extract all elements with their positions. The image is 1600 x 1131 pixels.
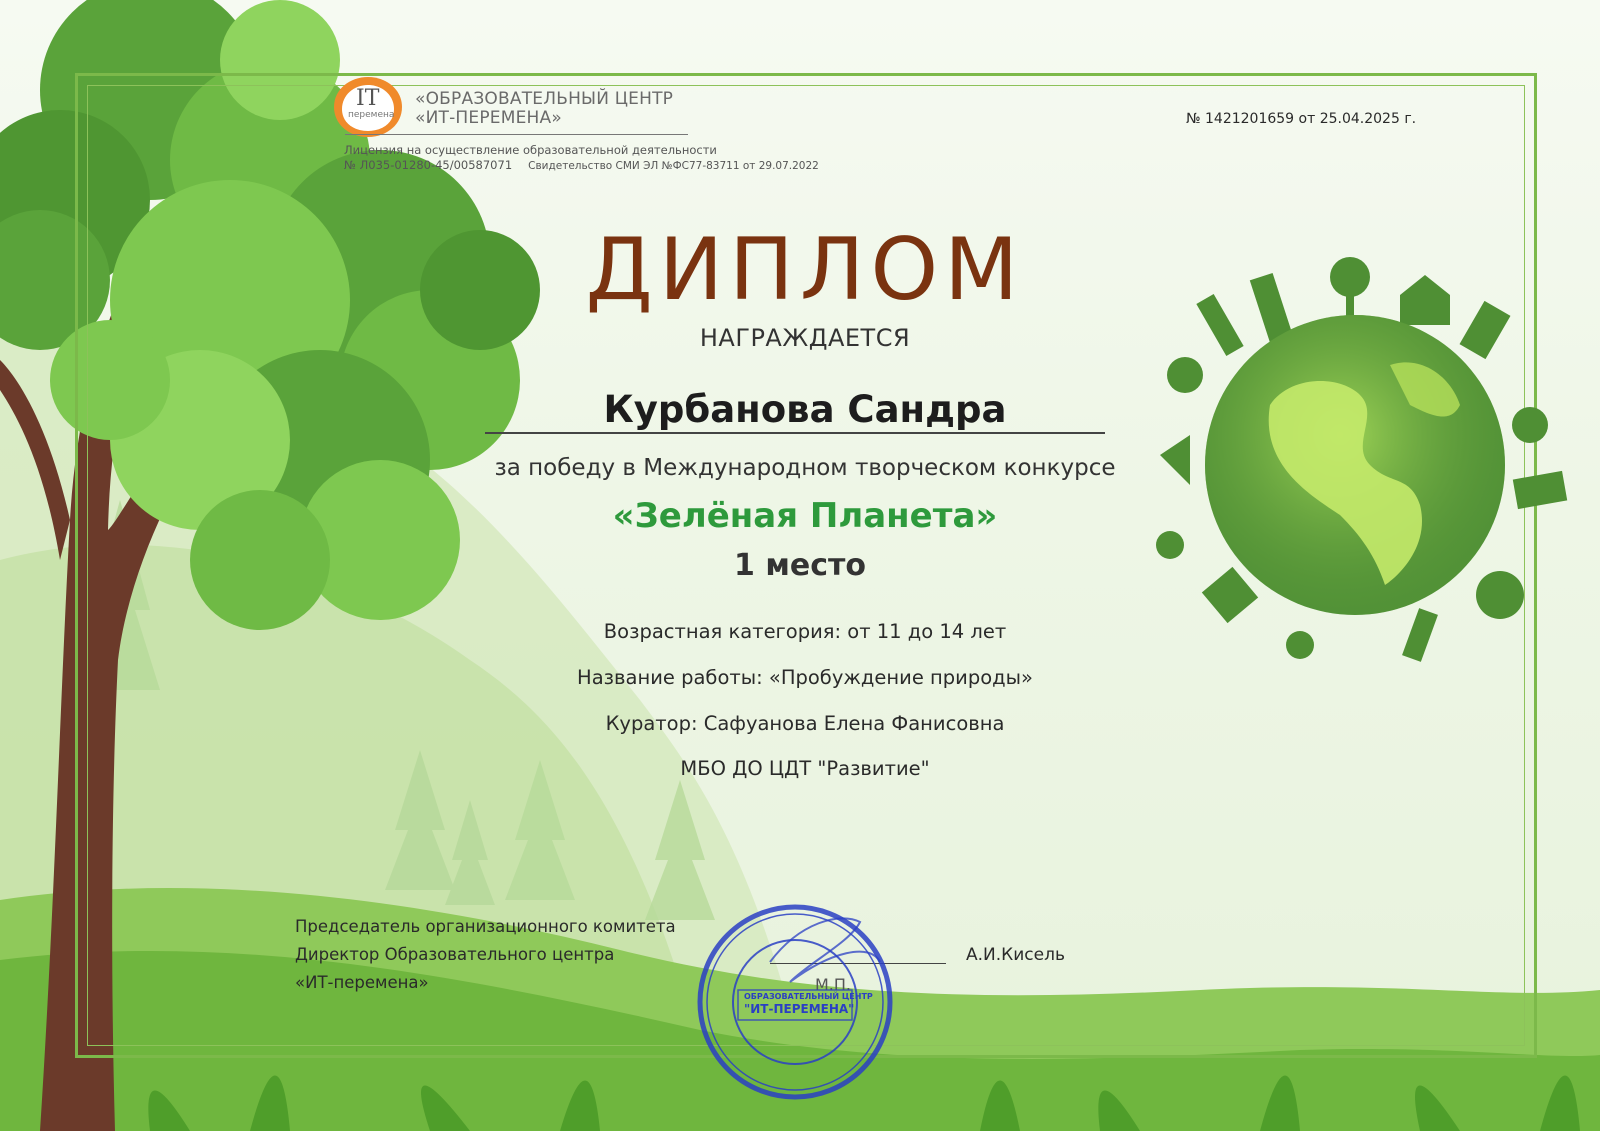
organization-name xyxy=(415,90,673,128)
place-label: 1 место xyxy=(734,548,866,583)
stamp-center-top: ОБРАЗОВАТЕЛЬНЫЙ ЦЕНТР xyxy=(744,992,873,1001)
org-line-1: «ОБРАЗОВАТЕЛЬНЫЙ ЦЕНТР xyxy=(415,89,674,109)
diploma-title: ДИПЛОМ xyxy=(585,220,1025,320)
chairman-line-3: «ИТ-перемена» xyxy=(295,973,429,992)
document-number: № 1421201659 от 25.04.2025 г. xyxy=(1186,111,1417,127)
curator: Куратор: Сафуанова Елена Фанисовна xyxy=(605,712,1005,735)
org-line-2: «ИТ-ПЕРЕМЕНА» xyxy=(415,108,562,128)
seal-place-label: М.П. xyxy=(815,975,852,994)
work-title: Название работы: «Пробуждение природы» xyxy=(577,666,1033,689)
license-line-2: № Л035-01280-45/00587071 xyxy=(344,158,513,172)
logo-divider xyxy=(345,134,688,135)
stamp-center-main: "ИТ-ПЕРЕМЕНА" xyxy=(744,1002,855,1016)
contest-name: «Зелёная Планета» xyxy=(612,496,998,536)
school-name: МБО ДО ЦДТ "Развитие" xyxy=(680,757,930,780)
logo-badge-text: IT xyxy=(356,86,380,111)
recipient-underline xyxy=(485,432,1105,434)
awarded-label: НАГРАЖДАЕТСЯ xyxy=(699,324,911,352)
eco-globe-icon xyxy=(1150,255,1570,675)
age-category: Возрастная категория: от 11 до 14 лет xyxy=(603,620,1007,643)
license-info xyxy=(344,143,819,174)
award-reason: за победу в Международном творческом конкурсе xyxy=(494,455,1116,481)
signer-name: А.И.Кисель xyxy=(966,945,1065,965)
recipient-name: Курбанова Сандра xyxy=(603,388,1007,431)
license-line-1: Лицензия на осуществление образовательной деятельности xyxy=(344,143,717,157)
chairman-line-1: Председатель организационного комитета xyxy=(295,917,676,936)
logo-badge-subtext: перемена xyxy=(348,110,395,120)
chairman-line-2: Директор Образовательного центра xyxy=(295,945,615,964)
smi-certificate: Свидетельство СМИ ЭЛ №ФС77-83711 от 29.07.2022 xyxy=(528,160,819,172)
chairman-title xyxy=(295,913,676,997)
